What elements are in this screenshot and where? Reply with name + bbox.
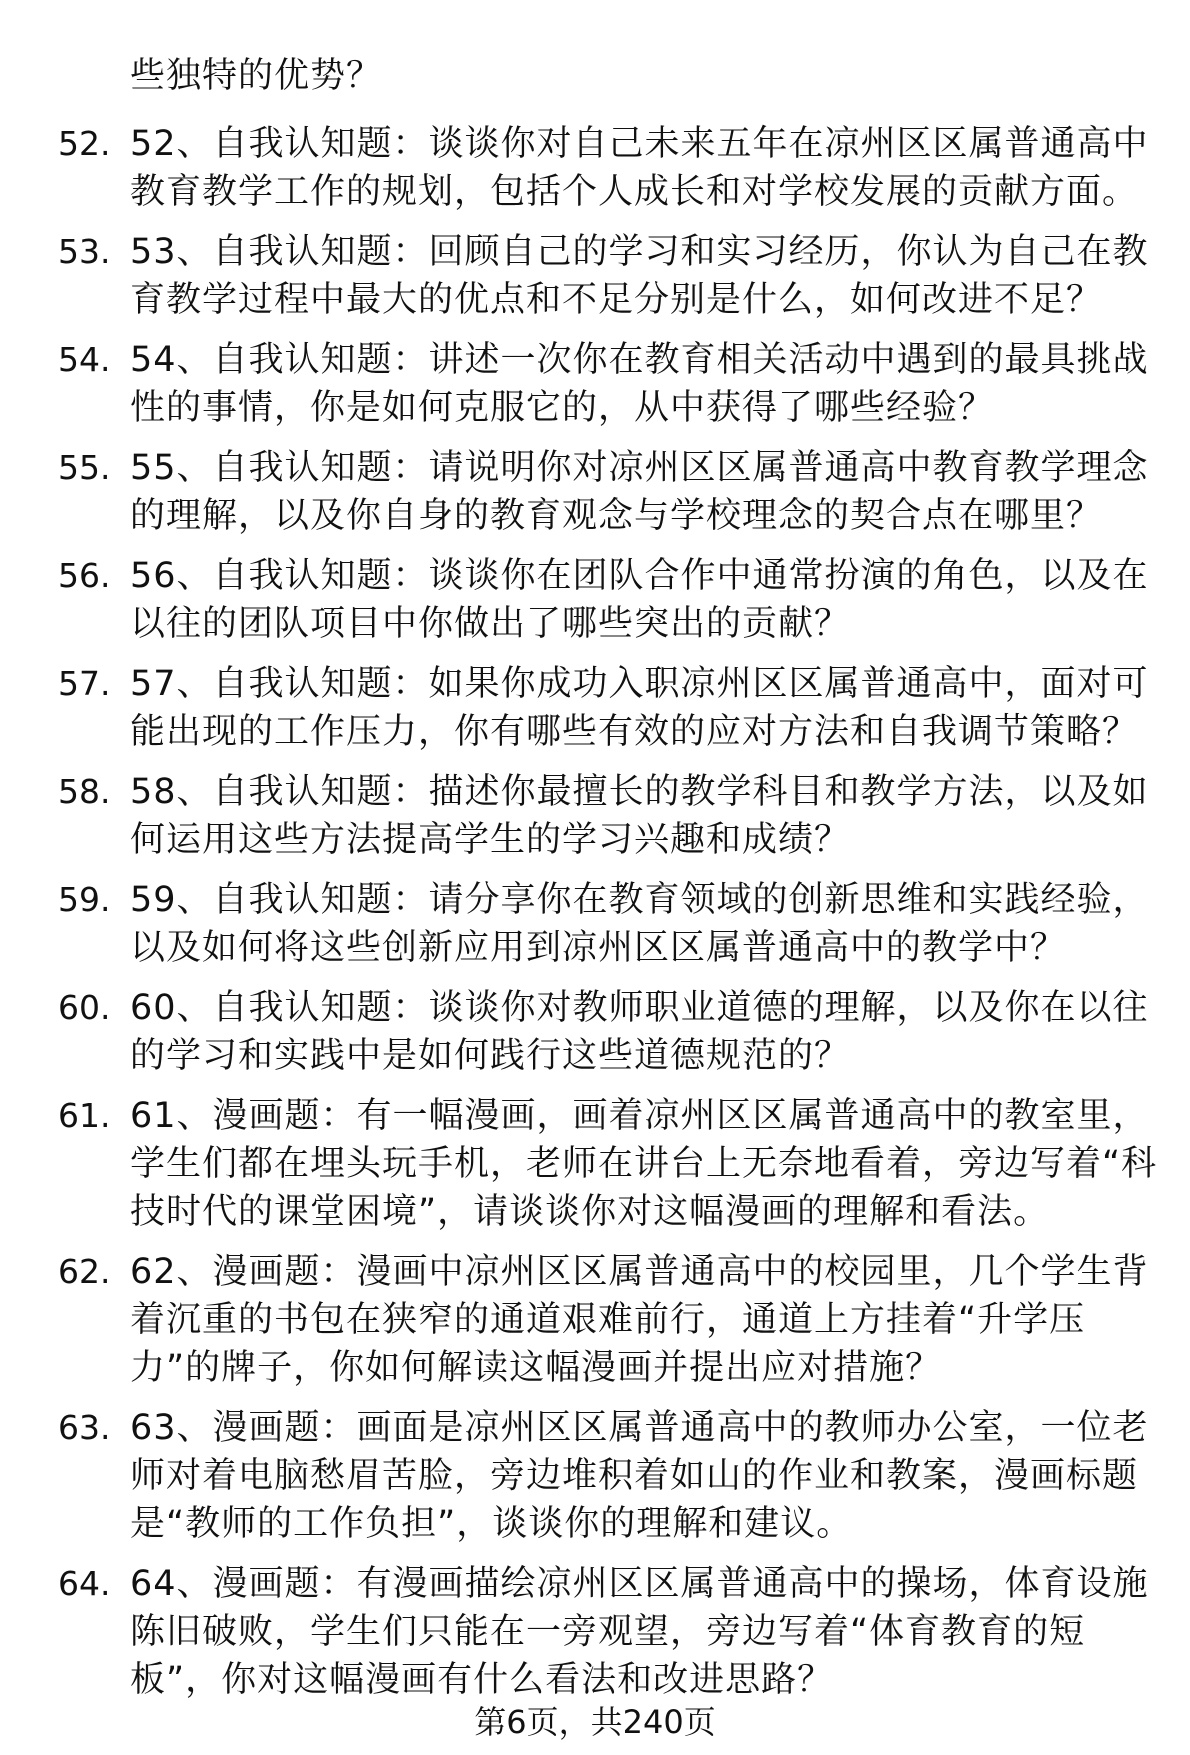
question-item [0, 876, 1190, 972]
question-text: 56、自我认知题：谈谈你在团队合作中通常扮演的角色，以及在 以往的团队项目中你做出了哪些突出的贡献？ [130, 556, 1149, 644]
question-item [0, 1092, 1190, 1236]
question-number: 61. [58, 1096, 111, 1135]
question-number: 59. [58, 880, 111, 919]
question-text: 62、漫画题：漫画中凉州区区属普通高中的校园里，几个学生背 着沉重的书包在狭窄的通道艰难前行，通道上方挂着“升学压 力”的牌子，你如何解读这幅漫画并提出应对措施？ [130, 1252, 1149, 1388]
question-text: 63、漫画题：画面是凉州区区属普通高中的教师办公室，一位老 师对着电脑愁眉苦脸，旁边堆积着如山的作业和教案，漫画标题 是“教师的工作负担”，谈谈你的理解和建议。 [130, 1408, 1149, 1544]
question-number: 60. [58, 988, 111, 1027]
question-number: 56. [58, 556, 111, 595]
question-number: 54. [58, 340, 111, 379]
question-number: 52. [58, 124, 111, 163]
question-number: 62. [58, 1252, 111, 1291]
question-item [0, 1560, 1190, 1704]
question-item [0, 1404, 1190, 1548]
question-text: 61、漫画题：有一幅漫画，画着凉州区区属普通高中的教室里， 学生们都在埋头玩手机，老师在讲台上无奈地看着，旁边写着“科 技时代的课堂困境”，请谈谈你对这幅漫画的理解和看法。 [130, 1096, 1158, 1232]
question-item [0, 1248, 1190, 1392]
question-text: 53、自我认知题：回顾自己的学习和实习经历，你认为自己在教 育教学过程中最大的优点和不足分别是什么，如何改进不足？ [130, 232, 1149, 320]
question-item [0, 336, 1190, 432]
question-item [0, 984, 1190, 1080]
question-item [0, 228, 1190, 324]
question-text: 64、漫画题：有漫画描绘凉州区区属普通高中的操场，体育设施 陈旧破败，学生们只能在一旁观望，旁边写着“体育教育的短 板”，你对这幅漫画有什么看法和改进思路？ [130, 1564, 1149, 1700]
question-item [0, 444, 1190, 540]
question-text: 55、自我认知题：请说明你对凉州区区属普通高中教育教学理念 的理解，以及你自身的教育观念与学校理念的契合点在哪里？ [130, 448, 1149, 536]
question-item [0, 552, 1190, 648]
question-number: 64. [58, 1564, 111, 1603]
question-text: 58、自我认知题：描述你最擅长的教学科目和教学方法，以及如 何运用这些方法提高学生的学习兴趣和成绩？ [130, 772, 1149, 860]
question-list [0, 120, 1190, 1716]
question-text: 52、自我认知题：谈谈你对自己未来五年在凉州区区属普通高中 教育教学工作的规划，包括个人成长和对学校发展的贡献方面。 [130, 124, 1149, 212]
question-number: 57. [58, 664, 111, 703]
question-number: 55. [58, 448, 111, 487]
question-text: 57、自我认知题：如果你成功入职凉州区区属普通高中，面对可 能出现的工作压力，你有哪些有效的应对方法和自我调节策略？ [130, 664, 1149, 752]
continuation-text: 些独特的优势？ [130, 56, 383, 96]
question-number: 63. [58, 1408, 111, 1447]
question-item [0, 120, 1190, 216]
question-number: 58. [58, 772, 111, 811]
question-text: 59、自我认知题：请分享你在教育领域的创新思维和实践经验， 以及如何将这些创新应用到凉州区区属普通高中的教学中？ [130, 880, 1149, 968]
question-text: 54、自我认知题：讲述一次你在教育相关活动中遇到的最具挑战 性的事情，你是如何克服它的，从中获得了哪些经验？ [130, 340, 1149, 428]
page-footer: 第6页，共240页 [474, 1703, 716, 1741]
question-item [0, 768, 1190, 864]
question-number: 53. [58, 232, 111, 271]
question-item [0, 660, 1190, 756]
question-text: 60、自我认知题：谈谈你对教师职业道德的理解，以及你在以往 的学习和实践中是如何践行这些道德规范的？ [130, 988, 1149, 1076]
